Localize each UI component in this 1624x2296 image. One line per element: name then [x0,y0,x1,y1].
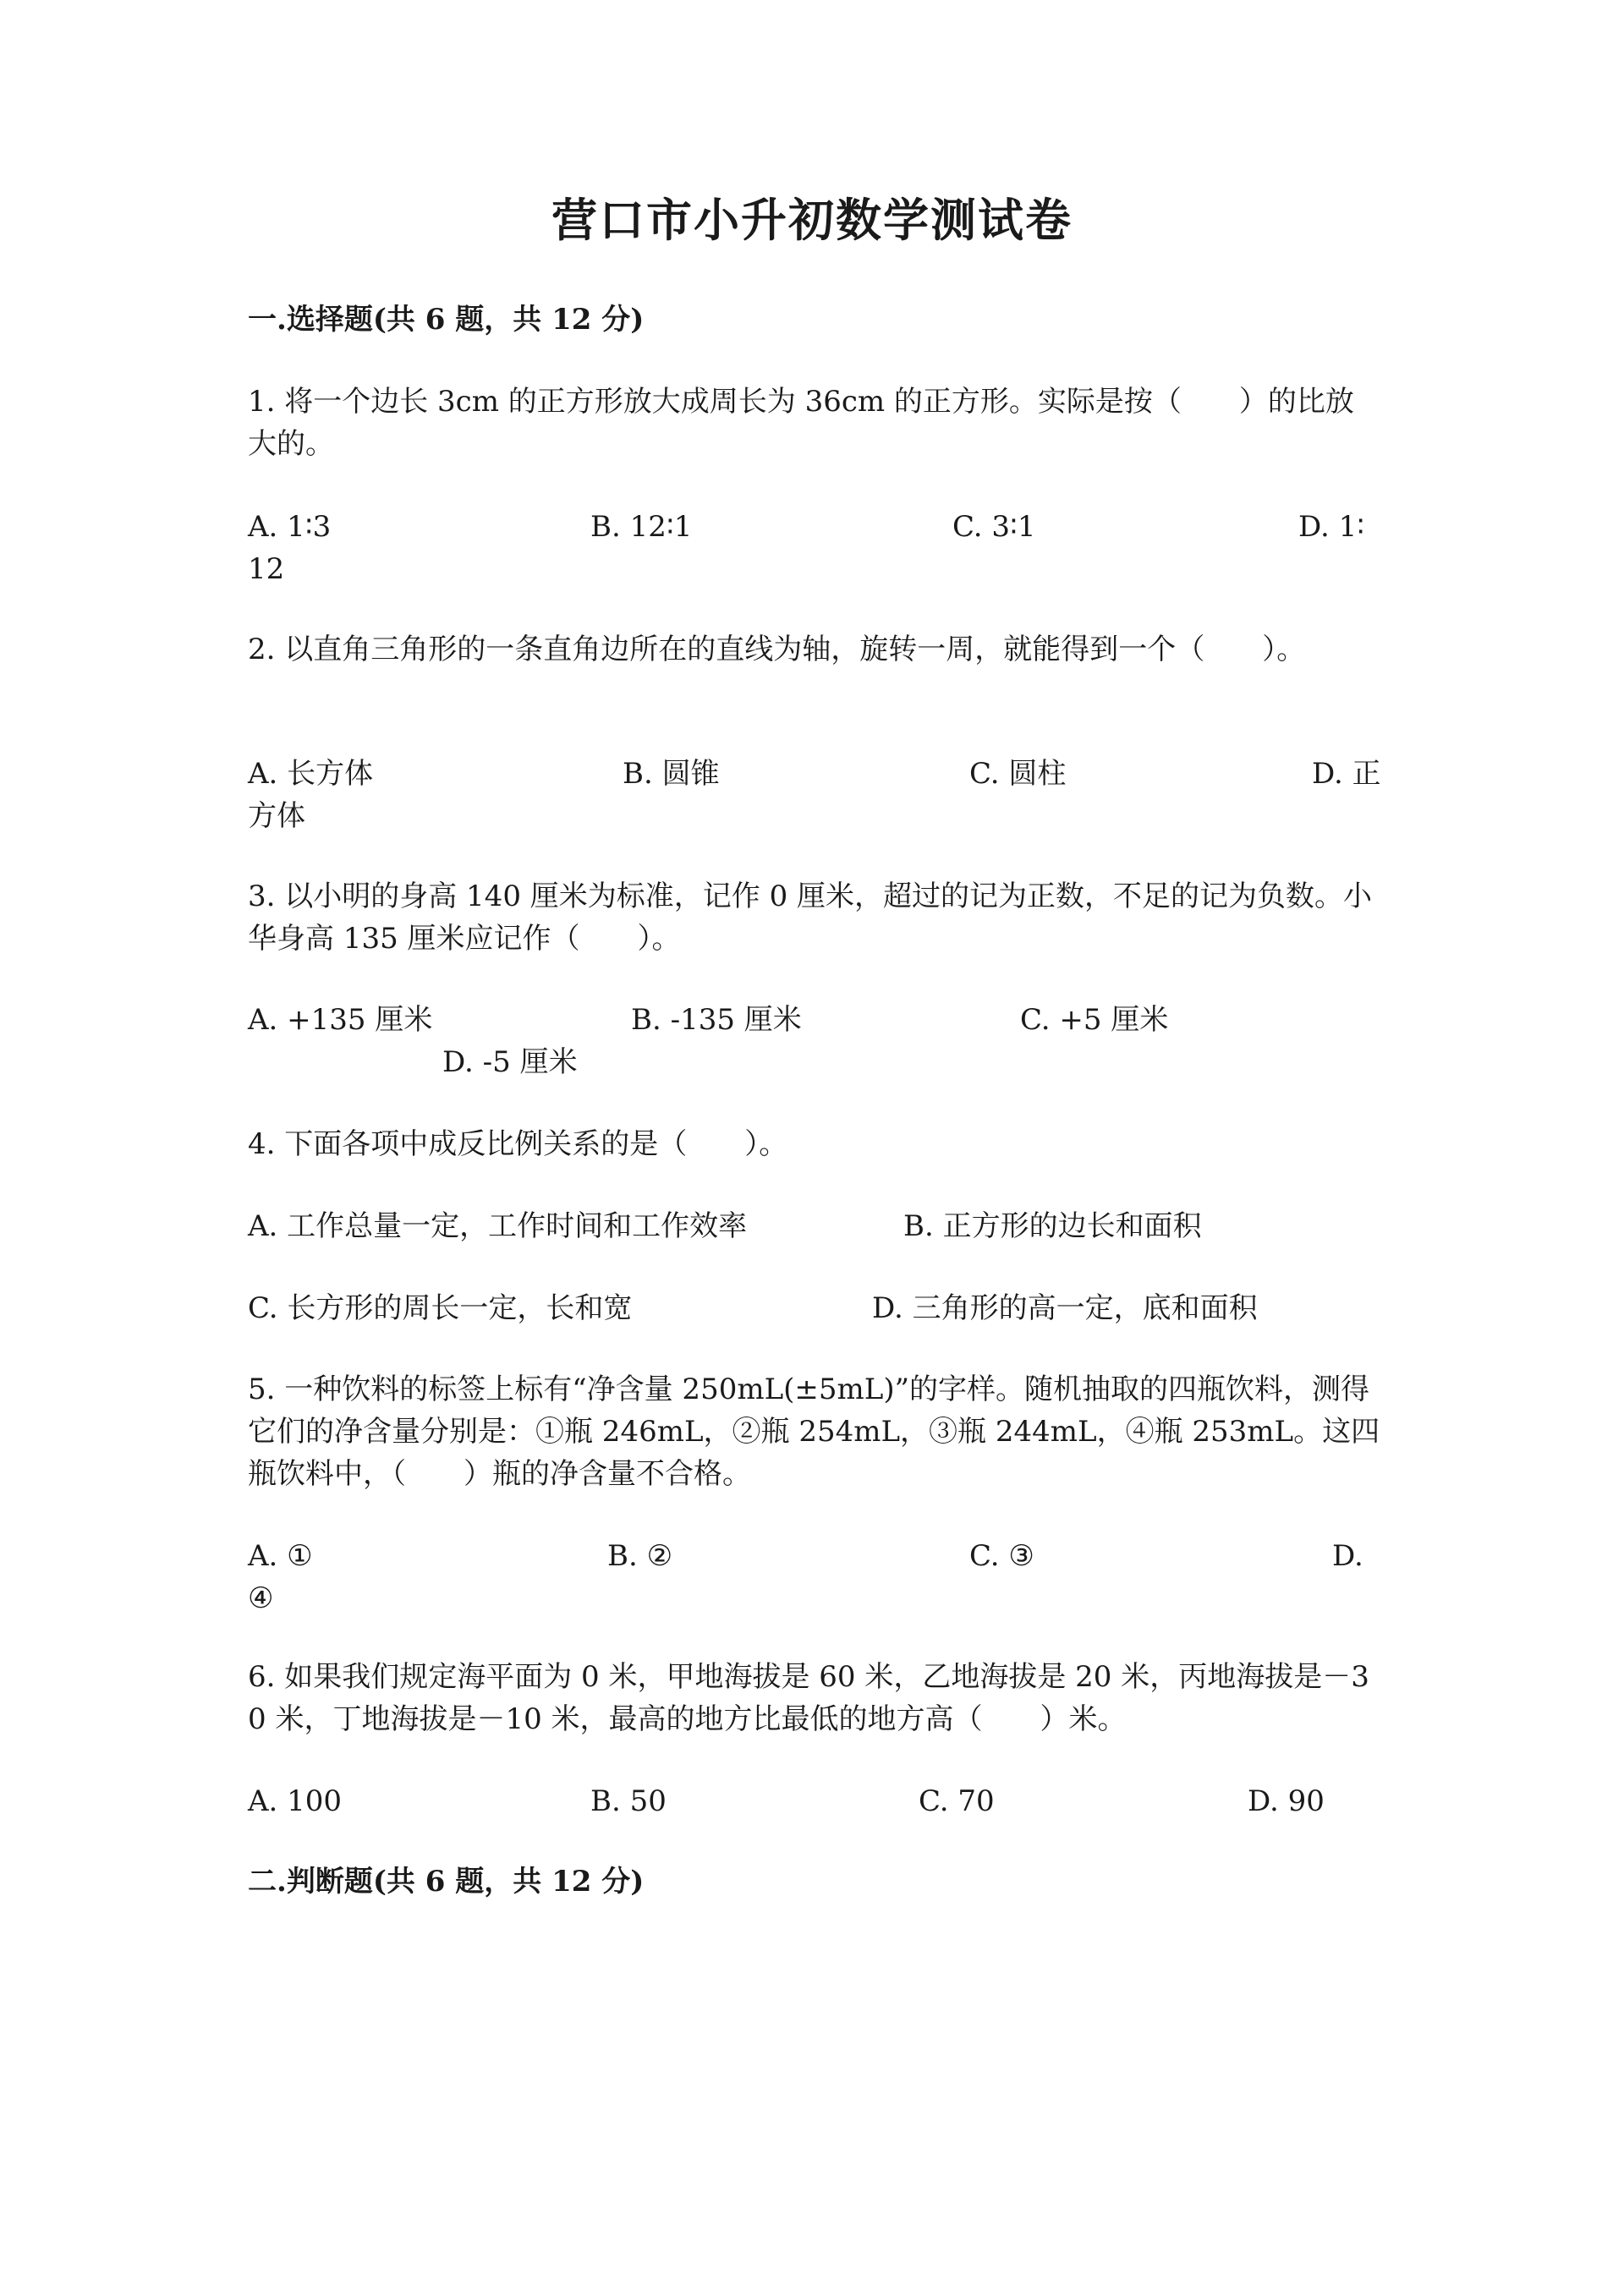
question-1-option-c: C. 3∶1 [952,510,1036,544]
question-2-option-d [248,753,1381,837]
question-5-option-d [248,1535,1381,1619]
question-2-text: 2. 以直角三角形的一条直角边所在的直线为轴，旋转一周，就能得到一个（ ）。 [248,633,1306,666]
question-3-option-d: D. -5 厘米 [442,1045,578,1079]
question-5-option-b: B. ② [607,1539,673,1573]
question-4-option-a: A. 工作总量一定，工作时间和工作效率 [248,1209,748,1243]
question-3-option-b: B. -135 厘米 [631,1003,802,1037]
question-5-option-d-line2: ④ [248,1581,274,1615]
question-4-option-d: D. 三角形的高一定，底和面积 [872,1291,1258,1325]
question-1-option-a: A. 1∶3 [248,510,332,544]
question-5-text: 5. 一种饮料的标签上标有“净含量 250mL(±5mL)”的字样。随机抽取的四瓶饮料，测得它们的净含量分别是：①瓶 246mL，②瓶 254mL，③瓶 244mL，④瓶 253mL。这四瓶饮料中，（ ）瓶的净含量不合格。 [248,1373,1380,1491]
question-4-option-c: C. 长方形的周长一定，长和宽 [248,1291,633,1325]
question-6-option-a: A. 100 [248,1784,343,1818]
question-6-option-d: D. 90 [1248,1784,1325,1818]
section-heading-true-false: 二.判断题(共 6 题，共 12 分) [248,1865,645,1899]
question-3-option-a: A. +135 厘米 [248,1003,433,1037]
question-5-option-c: C. ③ [969,1539,1034,1573]
question-1-text: 1. 将一个边长 3cm 的正方形放大成周长为 36cm 的正方形。实际是按（ ）的比放大的。 [248,385,1354,461]
question-3-option-c: C. +5 厘米 [1020,1003,1169,1037]
question-6-text: 6. 如果我们规定海平面为 0 米，甲地海拔是 60 米，乙地海拔是 20 米，丙地海拔是－30 米，丁地海拔是－10 米，最高的地方比最低的地方高（ ）米。 [248,1660,1369,1736]
question-6-option-b: B. 50 [590,1784,667,1818]
question-1-option-b: B. 12∶1 [590,510,693,544]
question-5-option-d-line1: D. [1332,1539,1363,1573]
question-2-option-c: C. 圆柱 [969,757,1067,791]
question-5-option-a: A. ① [248,1539,313,1573]
question-1-option-d-line2: 12 [248,552,285,586]
question-2-option-a: A. 长方体 [248,757,374,791]
question-1-option-d [248,506,1381,590]
question-4-option-b: B. 正方形的边长和面积 [903,1209,1202,1243]
section-heading-choice: 一.选择题(共 6 题，共 12 分) [248,303,645,337]
question-2-option-d-line2: 方体 [248,799,305,833]
question-2-option-b: B. 圆锥 [623,757,720,791]
question-2-option-d-line1: D. 正 [1312,757,1381,791]
page-title: 营口市小升初数学测试卷 [551,193,1073,247]
question-6-option-c: C. 70 [919,1784,995,1818]
question-1-option-d-line1: D. 1∶ [1298,510,1365,544]
question-4-text: 4. 下面各项中成反比例关系的是（ ）。 [248,1127,788,1161]
question-3-text: 3. 以小明的身高 140 厘米为标准，记作 0 厘米，超过的记为正数，不足的记为负数。小华身高 135 厘米应记作（ ）。 [248,879,1373,956]
